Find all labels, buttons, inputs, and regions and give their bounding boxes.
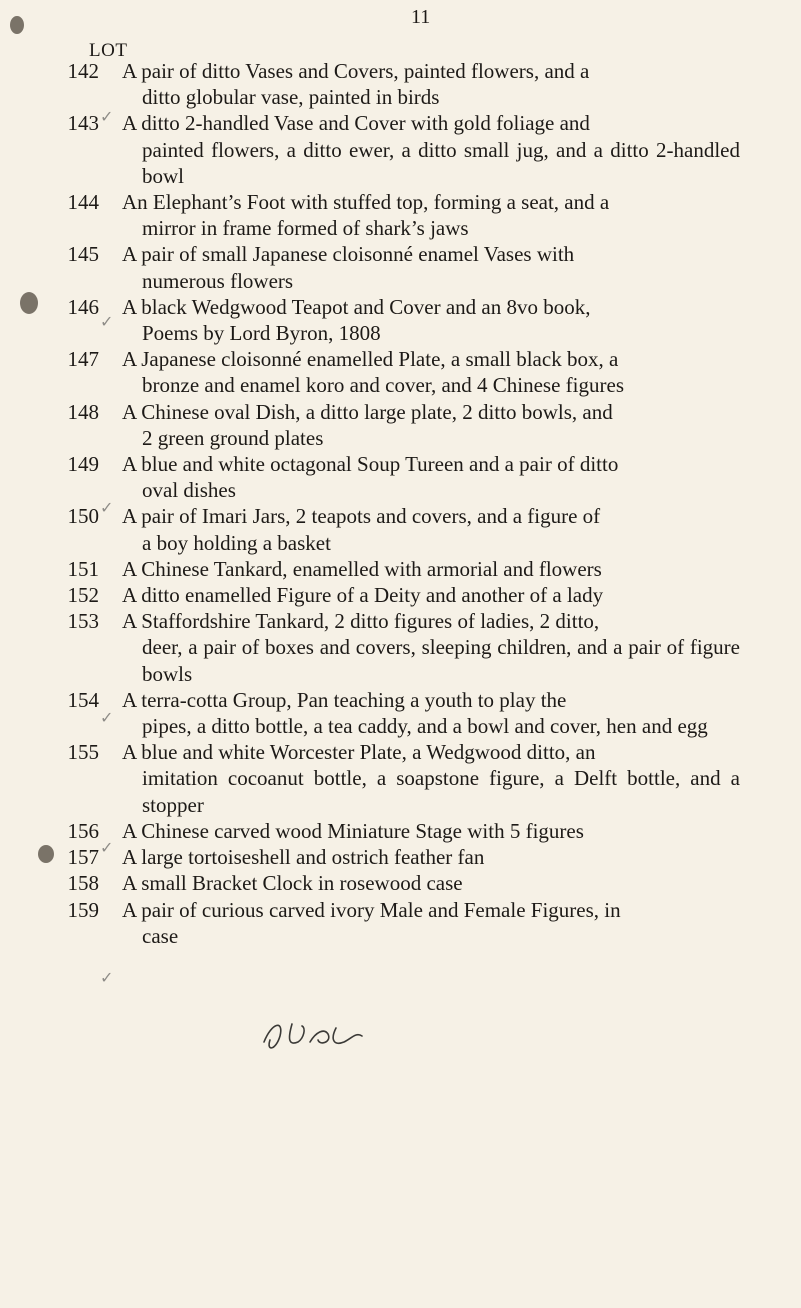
margin-tick: ✓: [100, 312, 114, 331]
lot-description-continued: a boy holding a basket: [142, 530, 331, 555]
lot-number: 148: [67, 399, 99, 424]
ink-stain: [10, 16, 24, 34]
lot-description-line: A Chinese carved wood Miniature Stage with 5 figures: [122, 818, 584, 843]
lot-description: [122, 844, 740, 870]
lot-description: [122, 451, 740, 503]
lot-description: [122, 556, 740, 582]
lot-description-line: An Elephant’s Foot with stuffed top, forming a seat, and a: [122, 190, 610, 215]
lot-description-line: A blue and white octagonal Soup Tureen and a pair of ditto: [122, 452, 619, 477]
lot-row-144: [0, 189, 801, 241]
lot-list: [0, 58, 801, 949]
lot-row-146: [0, 294, 801, 346]
lot-description: [122, 582, 740, 608]
lot-number: 144: [67, 190, 99, 215]
lot-number: 156: [67, 818, 99, 843]
lot-description: [122, 739, 740, 818]
lot-row-158: [0, 870, 801, 896]
lot-description-line: A black Wedgwood Teapot and Cover and an 8vo book,: [122, 294, 591, 319]
lot-description: [122, 58, 740, 110]
lot-number: 158: [67, 871, 99, 896]
lot-description: [122, 294, 740, 346]
lot-description-continued: ditto globular vase, painted in birds: [142, 85, 440, 110]
lot-description: [122, 189, 740, 241]
lot-row-156: [0, 818, 801, 844]
lot-number: 149: [67, 452, 99, 477]
lot-row-157: [0, 844, 801, 870]
lot-description-line: A Staffordshire Tankard, 2 ditto figures of ladies, 2 ditto,: [122, 609, 600, 634]
lot-description-line: A Japanese cloisonné enamelled Plate, a small black box, a: [122, 347, 619, 372]
lot-description: [122, 346, 740, 398]
lot-number: 153: [67, 609, 99, 634]
lot-number: 152: [67, 583, 99, 608]
lot-description-line: A pair of curious carved ivory Male and Female Figures, in: [122, 897, 621, 922]
lot-description-continued: imitation cocoanut bottle, a soapstone figure, a Delft bottle, and a stopper: [142, 766, 740, 817]
lot-description: [122, 897, 740, 949]
lot-description: [122, 241, 740, 293]
lot-number: 155: [67, 740, 99, 765]
lot-description-continued: pipes, a ditto bottle, a tea caddy, and a bowl and cover, hen and egg: [142, 714, 708, 739]
lot-description-line: A small Bracket Clock in rosewood case: [122, 871, 463, 896]
lot-number: 143: [67, 111, 99, 136]
lot-row-154: [0, 687, 801, 739]
lot-description-line: A Chinese Tankard, enamelled with armorial and flowers: [122, 556, 602, 581]
lot-row-148: [0, 399, 801, 451]
lot-number: 154: [67, 687, 99, 712]
lot-row-142: [0, 58, 801, 110]
lot-number: 151: [67, 556, 99, 581]
page-number: 11: [411, 6, 431, 28]
lot-description-continued: mirror in frame formed of shark’s jaws: [142, 216, 469, 241]
lot-description-continued: Poems by Lord Byron, 1808: [142, 321, 381, 346]
lot-description-line: A blue and white Worcester Plate, a Wedgwood ditto, an: [122, 740, 596, 765]
lot-description-continued: bronze and enamel koro and cover, and 4 Chinese figures: [142, 373, 624, 398]
lot-description: [122, 399, 740, 451]
lot-row-143: [0, 110, 801, 189]
lot-description-line: A pair of ditto Vases and Covers, painted flowers, and a: [122, 59, 590, 83]
lot-number: 157: [67, 845, 99, 870]
lot-description: [122, 503, 740, 555]
margin-tick: ✓: [100, 107, 114, 126]
lot-row-153: [0, 608, 801, 687]
lot-description-continued: case: [142, 923, 179, 948]
lot-number: 145: [67, 242, 99, 267]
lot-description-continued: oval dishes: [142, 478, 236, 503]
lot-description-line: A ditto enamelled Figure of a Deity and another of a lady: [122, 583, 604, 608]
lot-row-151: [0, 556, 801, 582]
lot-row-152: [0, 582, 801, 608]
lot-description: [122, 687, 740, 739]
margin-tick: ✓: [100, 968, 114, 987]
lot-number: 142: [67, 59, 99, 83]
lot-description-continued: numerous flowers: [142, 268, 294, 293]
lot-row-145: [0, 241, 801, 293]
lot-row-149: [0, 451, 801, 503]
lot-description: [122, 870, 740, 896]
lot-row-159: [0, 897, 801, 949]
lot-number: 147: [67, 347, 99, 372]
lot-description-line: A ditto 2-handled Vase and Cover with gold foliage and: [122, 111, 590, 136]
lot-description-line: A large tortoiseshell and ostrich feather fan: [122, 845, 485, 870]
lot-description: [122, 608, 740, 687]
lot-row-150: [0, 503, 801, 555]
margin-tick: ✓: [100, 838, 114, 857]
lot-row-147: [0, 346, 801, 398]
lot-number: 146: [67, 294, 99, 319]
lot-column-header: LOT: [89, 40, 128, 61]
lot-row-155: [0, 739, 801, 818]
lot-number: 159: [67, 897, 99, 922]
lot-number: 150: [67, 504, 99, 529]
lot-description-continued: painted flowers, a ditto ewer, a ditto small jug, and a ditto 2-handled bowl: [142, 137, 740, 188]
lot-description-line: A Chinese oval Dish, a ditto large plate, 2 ditto bowls, and: [122, 399, 613, 424]
lot-description-line: A pair of small Japanese cloisonné enamel Vases with: [122, 242, 575, 267]
lot-description: [122, 110, 740, 189]
margin-tick: ✓: [100, 708, 114, 727]
lot-description-line: A terra-cotta Group, Pan teaching a youth to play the: [122, 687, 567, 712]
lot-description: [122, 818, 740, 844]
lot-description-continued: deer, a pair of boxes and covers, sleeping children, and a pair of figure bowls: [142, 635, 740, 686]
lot-description-continued: 2 green ground plates: [142, 425, 324, 450]
lot-description-line: A pair of Imari Jars, 2 teapots and covers, and a figure of: [122, 504, 601, 529]
margin-tick: ✓: [100, 498, 114, 517]
handwritten-signature: [258, 1012, 378, 1056]
